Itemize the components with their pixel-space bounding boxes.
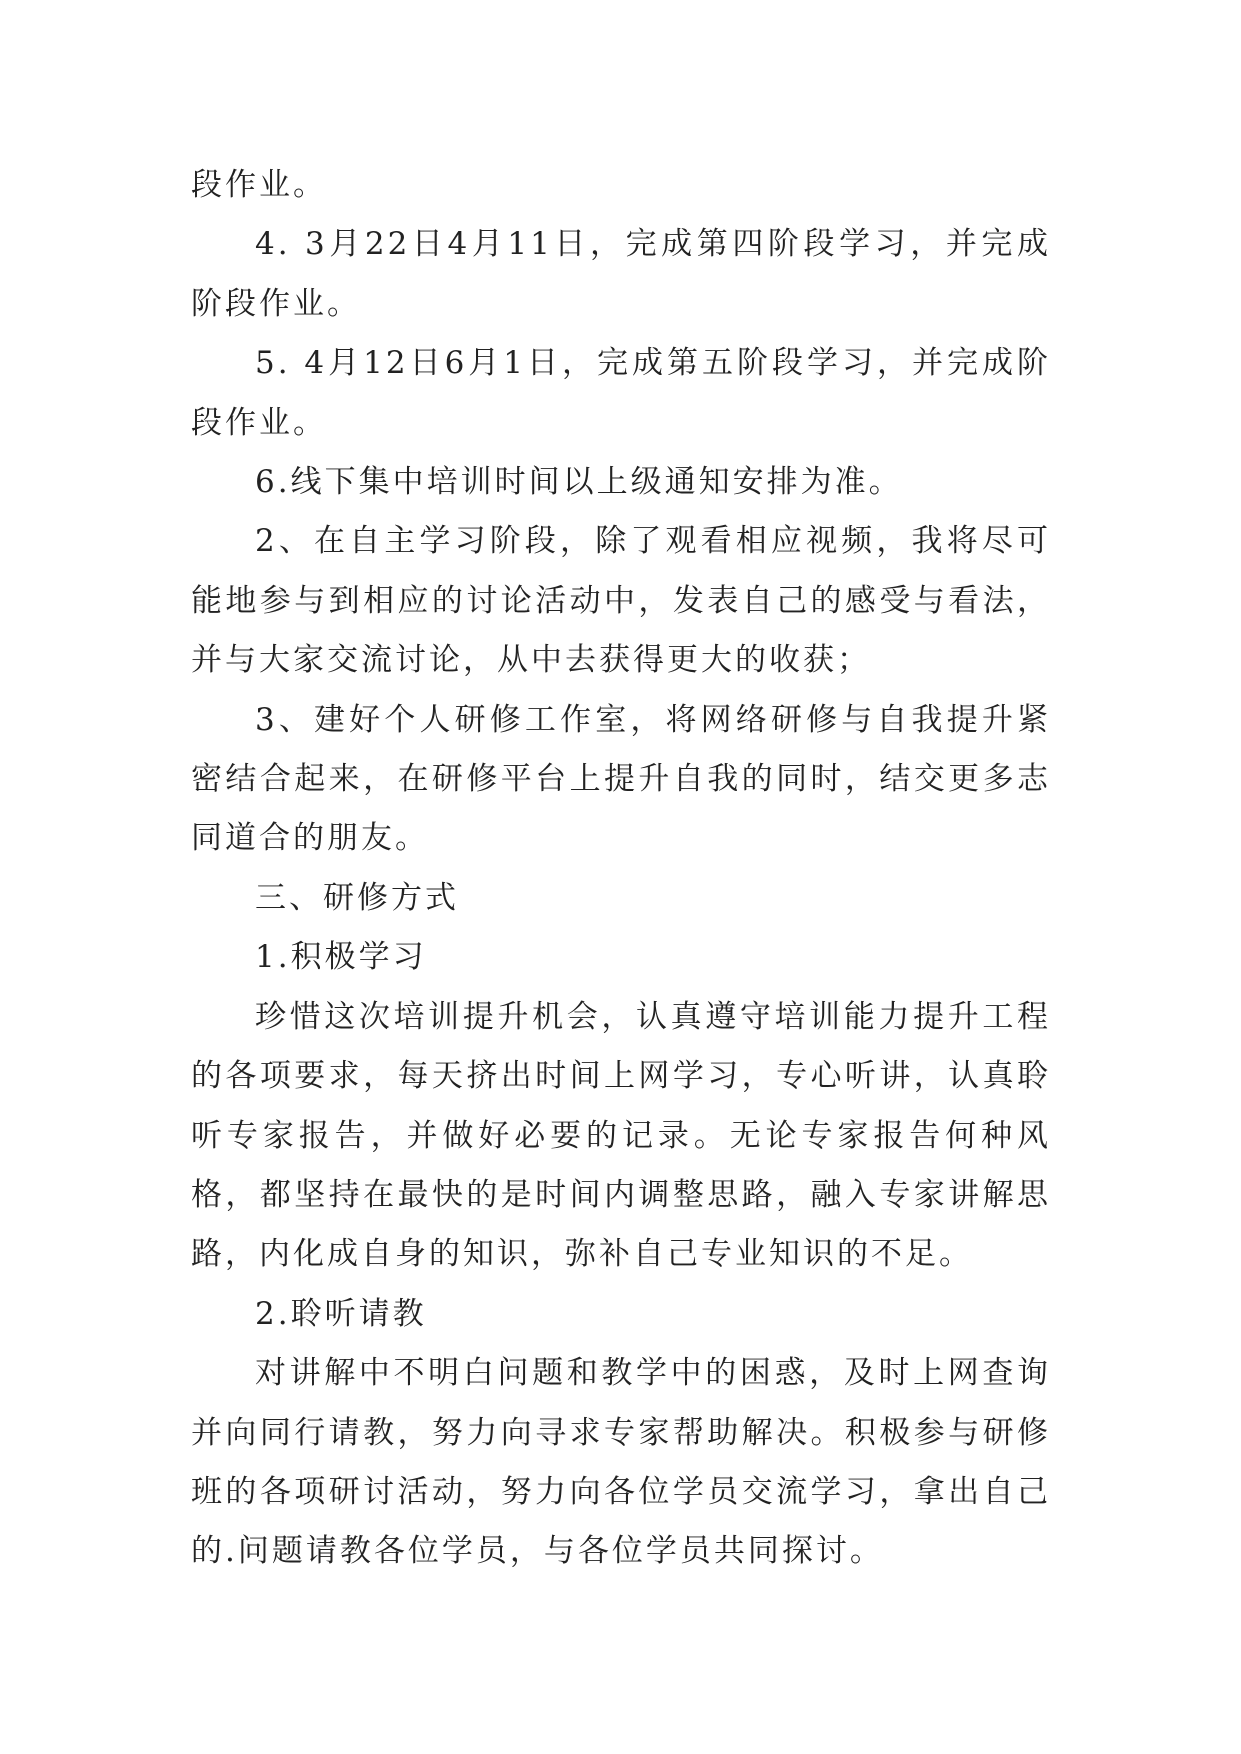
section-heading: 三、研修方式 — [255, 879, 459, 916]
document-body — [191, 156, 1051, 1582]
subsection-heading: 2.聆听请教 — [255, 1295, 427, 1332]
paragraph: 珍惜这次培训提升机会，认真遵守培训能力提升工程的各项要求，每天挤出时间上网学习，专心听讲，认真聆听专家报告，并做好必要的记录。无论专家报告何种风格，都坚持在最快的是时间内调整思路，融入专家讲解思路，内化成自身的知识，弥补自己专业知识的不足。 — [191, 998, 1051, 1273]
paragraph: 6.线下集中培训时间以上级通知安排为准。 — [255, 464, 903, 501]
paragraph: 段作业。 — [191, 167, 327, 203]
paragraph: 5. 4月12日6月1日，完成第五阶段学习，并完成阶段作业。 — [191, 345, 1051, 441]
paragraph: 2、在自主学习阶段，除了观看相应视频，我将尽可能地参与到相应的讨论活动中，发表自己的感受与看法，并与大家交流讨论，从中去获得更大的收获； — [191, 523, 1051, 679]
paragraph: 4. 3月22日4月11日，完成第四阶段学习，并完成阶段作业。 — [191, 226, 1051, 322]
subsection-heading: 1.积极学习 — [255, 939, 427, 976]
paragraph: 对讲解中不明白问题和教学中的困惑，及时上网查询并向同行请教，努力向寻求专家帮助解决。积极参与研修班的各项研讨活动，努力向各位学员交流学习，拿出自己的.问题请教各位学员，与各位学员共同探讨。 — [191, 1355, 1051, 1570]
paragraph: 3、建好个人研修工作室，将网络研修与自我提升紧密结合起来，在研修平台上提升自我的同时，结交更多志同道合的朋友。 — [191, 701, 1051, 857]
